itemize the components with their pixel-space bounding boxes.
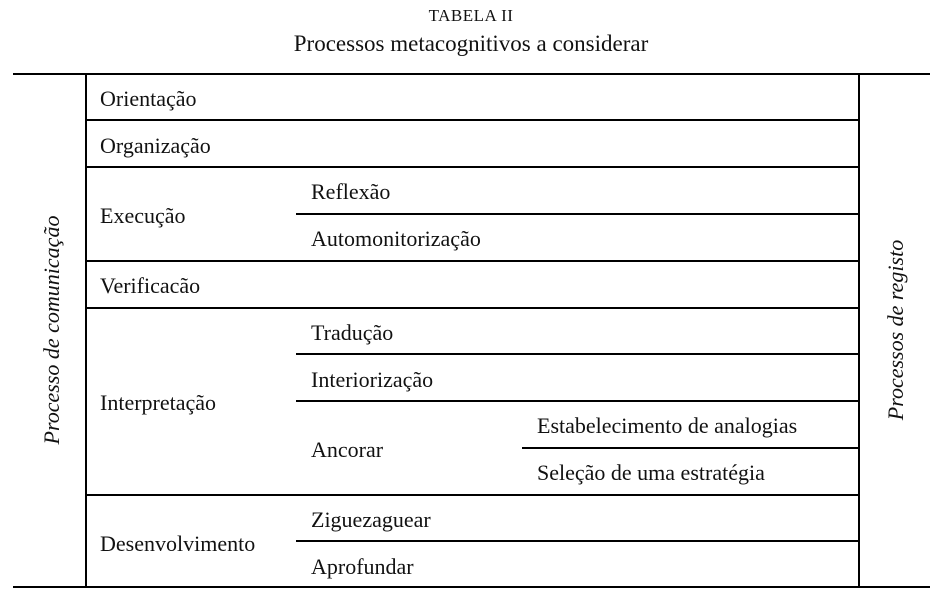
row-divider [85,166,860,168]
cell-ancorar: Ancorar [311,437,384,462]
table-bottom-rule [13,586,930,588]
left-side-label: Processo de comunicação [39,215,64,445]
cell-desenvolvimento: Desenvolvimento [100,531,256,556]
table-label: TABELA II [428,6,514,25]
table-top-rule [13,73,930,75]
table-right-border [858,73,860,588]
cell-orientacao: Orientação [100,86,197,111]
subrow-divider [296,213,860,215]
cell-ziguezaguear: Ziguezaguear [311,507,431,532]
cell-reflexao: Reflexão [311,179,391,204]
cell-interiorizacao: Interiorização [311,367,434,392]
cell-automonitorizacao: Automonitorização [311,226,481,251]
subrow-divider [296,400,860,402]
table-title: Processos metacognitivos a considerar [293,31,649,56]
row-divider [85,260,860,262]
row-divider [85,307,860,309]
subrow-divider [296,353,860,355]
cell-traducao: Tradução [311,320,394,345]
row-divider [85,119,860,121]
cell-verificacao: Verificacão [100,273,201,298]
cell-organizacao: Organização [100,133,211,158]
cell-execucao: Execução [100,203,186,228]
subrow-divider [296,540,860,542]
right-side-label: Processos de registo [883,239,908,421]
cell-selecao-estrategia: Seleção de uma estratégia [537,460,765,485]
cell-aprofundar: Aprofundar [311,554,414,579]
subrow-divider [522,447,860,449]
cell-estabelecimento-analogias: Estabelecimento de analogias [537,413,798,438]
cell-interpretacao: Interpretação [100,390,217,415]
row-divider [85,494,860,496]
table-left-border [85,73,87,588]
